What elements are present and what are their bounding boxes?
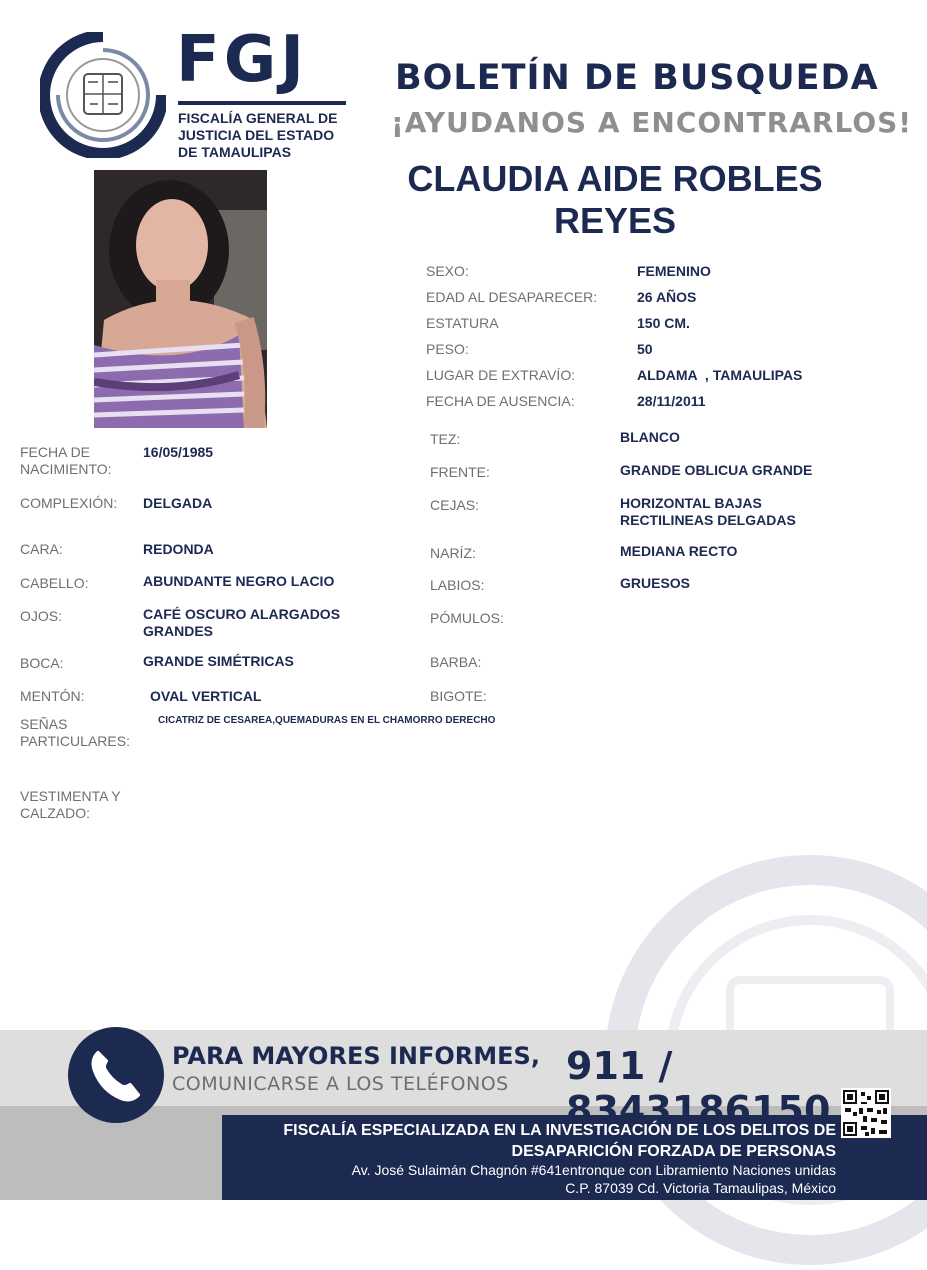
- label-frente: FRENTE:: [430, 464, 490, 480]
- value-cejas: HORIZONTAL BAJAS RECTILINEAS DELGADAS: [620, 495, 796, 528]
- label-estatura: ESTATURA: [426, 315, 499, 331]
- label-complexion: COMPLEXIÓN:: [20, 495, 118, 511]
- state-seal-icon: [40, 32, 166, 158]
- logo-subtitle: FISCALÍA GENERAL DE JUSTICIA DEL ESTADO DE TAMAULIPAS: [178, 110, 338, 160]
- value-tez: BLANCO: [620, 429, 680, 445]
- label-sexo: SEXO:: [426, 263, 469, 279]
- value-complexion: DELGADA: [143, 495, 213, 511]
- bulletin-subtitle: ¡AYUDANOS A ENCONTRARLOS!: [391, 106, 913, 139]
- label-ojos: OJOS:: [20, 608, 63, 624]
- bulletin-title: BOLETÍN DE BUSQUEDA: [395, 58, 879, 98]
- value-menton: OVAL VERTICAL: [150, 688, 262, 704]
- label-edad: EDAD AL DESAPARECER:: [426, 289, 598, 305]
- label-cabello: CABELLO:: [20, 575, 89, 591]
- agency-address: Av. José Sulaimán Chagnón #641entronque con Libramiento Naciones unidas C.P. 87039 Cd. Victoria Tamaulipas, México: [351, 1162, 836, 1196]
- label-pomulos: PÓMULOS:: [430, 610, 504, 626]
- phone-badge: [68, 1027, 164, 1123]
- value-fecha-nacimiento: 16/05/1985: [143, 444, 214, 460]
- value-boca: GRANDE SIMÉTRICAS: [143, 653, 294, 669]
- value-senas: CICATRIZ DE CESAREA,QUEMADURAS EN EL CHAMORRO DERECHO: [158, 715, 496, 726]
- value-fecha-ausencia: 28/11/2011: [637, 393, 706, 409]
- label-nariz: NARÍZ:: [430, 545, 476, 561]
- value-edad: 26 AÑOS: [637, 289, 697, 305]
- logo-text: FGJ: [176, 23, 309, 97]
- value-peso: 50: [637, 341, 653, 357]
- qr-code-icon: [841, 1088, 891, 1138]
- label-menton: MENTÓN:: [20, 688, 85, 704]
- value-sexo: FEMENINO: [637, 263, 711, 279]
- label-tez: TEZ:: [430, 431, 461, 447]
- person-photo: [94, 170, 267, 428]
- value-cara: REDONDA: [143, 541, 214, 557]
- label-cejas: CEJAS:: [430, 497, 480, 513]
- informes-subheading: COMUNICARSE A LOS TELÉFONOS: [172, 1073, 509, 1095]
- agency-name: FISCALÍA ESPECIALIZADA EN LA INVESTIGACIÓN DE LOS DELITOS DE DESAPARICIÓN FORZADA DE PERSONAS: [283, 1122, 836, 1160]
- label-bigote: BIGOTE:: [430, 688, 487, 704]
- label-barba: BARBA:: [430, 654, 482, 670]
- label-cara: CARA:: [20, 541, 63, 557]
- logo-underline: [178, 101, 346, 105]
- value-nariz: MEDIANA RECTO: [620, 543, 738, 559]
- label-senas: SEÑAS PARTICULARES:: [20, 716, 130, 749]
- label-fecha-ausencia: FECHA DE AUSENCIA:: [426, 393, 575, 409]
- label-lugar: LUGAR DE EXTRAVÍO:: [426, 367, 576, 383]
- label-labios: LABIOS:: [430, 577, 485, 593]
- contact-phones: 911 / 8343186150: [566, 1044, 831, 1132]
- person-name: CLAUDIA AIDE ROBLES REYES: [407, 158, 823, 241]
- label-fecha-nacimiento: FECHA DE NACIMIENTO:: [20, 444, 112, 477]
- label-vestimenta: VESTIMENTA Y CALZADO:: [20, 788, 121, 821]
- label-boca: BOCA:: [20, 655, 64, 671]
- value-labios: GRUESOS: [620, 575, 691, 591]
- value-lugar: ALDAMA , TAMAULIPAS: [637, 367, 803, 383]
- value-cabello: ABUNDANTE NEGRO LACIO: [143, 573, 335, 589]
- value-ojos: CAFÉ OSCURO ALARGADOS GRANDES: [143, 606, 341, 639]
- informes-heading: PARA MAYORES INFORMES,: [172, 1042, 540, 1070]
- value-frente: GRANDE OBLICUA GRANDE: [620, 462, 813, 478]
- label-peso: PESO:: [426, 341, 469, 357]
- phone-icon: [68, 1027, 164, 1123]
- value-estatura: 150 CM.: [637, 315, 690, 331]
